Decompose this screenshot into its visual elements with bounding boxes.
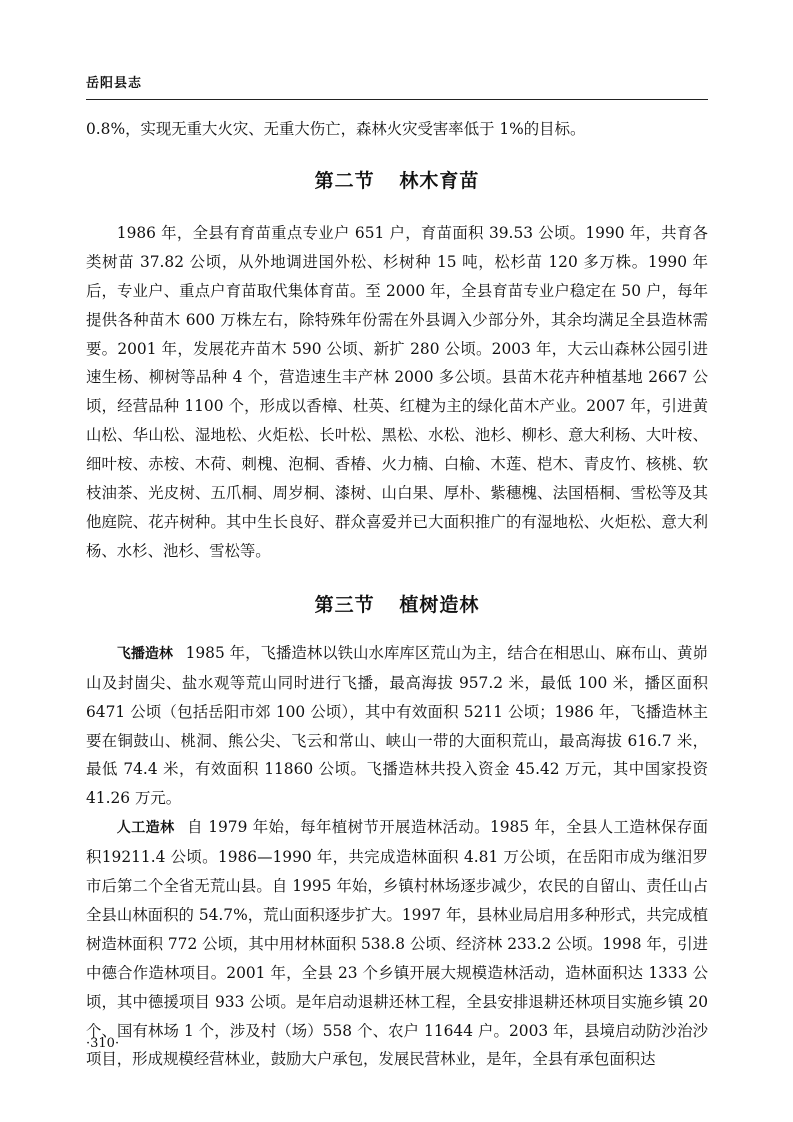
section-3-title: 植树造林 [399,593,480,616]
aerial-seeding-paragraph [86,639,708,813]
artificial-planting-text: 自 1979 年始，每年植树节开展造林活动。1985 年，全县人工造林保存面积19211.4 公顷。1986—1990 年，共完成造林面积 4.81 万公顷，在岳阳市成为继汨罗市后第二个全省无荒山县。自 1995 年始，乡镇村林场逐步减少，农民的自留山、责任山占全县山林面积的 54.7%，荒山面积逐步扩大。1997 年，县林业局启用多种形式，共完成植树造林面积 772 公顷，其中用材林面积 538.8 公顷、经济林 233.2 公顷。1998 年，引进中德合作造林项目。2001 年，全县 23 个乡镇开展大规模造林活动，造林面积达 1333 公顷，其中德援项目 933 公顷。是年启动退耕还林工程，全县安排退耕还林项目实施乡镇 20 个、国有林场 1 个，涉及村（场）558 个、农户 11644 户。2003 年，县境启动防沙治沙项目，形成规模经营林业，鼓励大户承包，发展民营林业，是年，全县有承包面积达 [86,818,708,1069]
aerial-seeding-text: 1985 年，飞播造林以铁山水库库区荒山为主，结合在相思山、麻布山、黄峁山及封崮尖、盐水观等荒山同时进行飞播，最高海拔 957.2 米，最低 100 米，播区面积 6471 公顷（包括岳阳市郊 100 公顷），其中有效面积 5211 公顷；1986 年，飞播造林主要在铜鼓山、桃洞、熊公尖、飞云和常山、峡山一带的大面积荒山，最高海拔 616.7 米，最低 74.4 米，有效面积 11860 公顷。飞播造林共投入资金 45.42 万元，其中国家投资 41.26 万元。 [86,643,709,808]
section-2-paragraph: 1986 年，全县有育苗重点专业户 651 户，育苗面积 39.53 公顷。1990 年，共育各类树苗 37.82 公顷，从外地调进国外松、杉树种 15 吨，松杉苗 120 多万株。1990 年后，专业户、重点户育苗取代集体育苗。至 2000 年，全县育苗专业户稳定在 50 户，每年提供各种苗木 600 万株左右，除特殊年份需在外县调入少部分外，其余均满足全县造林需要。2001 年，发展花卉苗木 590 公顷、新扩 280 公顷。2003 年，大云山森林公园引进速生杨、柳树等品种 4 个，营造速生丰产林 2000 多公顷。县苗木花卉种植基地 2667 公顷，经营品种 1100 个，形成以香樟、杜英、红楗为主的绿化苗木产业。2007 年，引进黄山松、华山松、湿地松、火炬松、长叶松、黑松、水松、池杉、柳杉、意大利杨、大叶桉、细叶桉、赤桉、木荷、刺槐、泡桐、香椿、火力楠、白榆、木莲、桤木、青皮竹、核桃、软枝油茶、光皮树、五爪桐、周岁桐、漆树、山白果、厚朴、紫穗槐、法国梧桐、雪松等及其他庭院、花卉树种。其中生长良好、群众喜爱并已大面积推广的有湿地松、火炬松、意大利杨、水杉、池杉、雪松等。 [86,223,708,560]
artificial-planting-label: 人工造林 [116,820,175,837]
section-2-title: 林木育苗 [399,169,480,192]
intro-paragraph: 0.8%，实现无重大火灾、无重大伤亡，森林火灾受害率低于 1%的目标。 [86,120,586,138]
page-body [86,115,708,1074]
artificial-planting-paragraph [86,813,708,1074]
section-2-heading [86,166,708,193]
section-2-number: 第二节 [314,169,375,192]
aerial-seeding-label: 飞播造林 [116,645,173,662]
page-number: ·310· [86,1036,120,1051]
header-rule [86,99,708,100]
section-3-heading [86,590,708,617]
section-3-number: 第三节 [314,593,375,616]
running-head-title: 岳阳县志 [86,76,143,91]
